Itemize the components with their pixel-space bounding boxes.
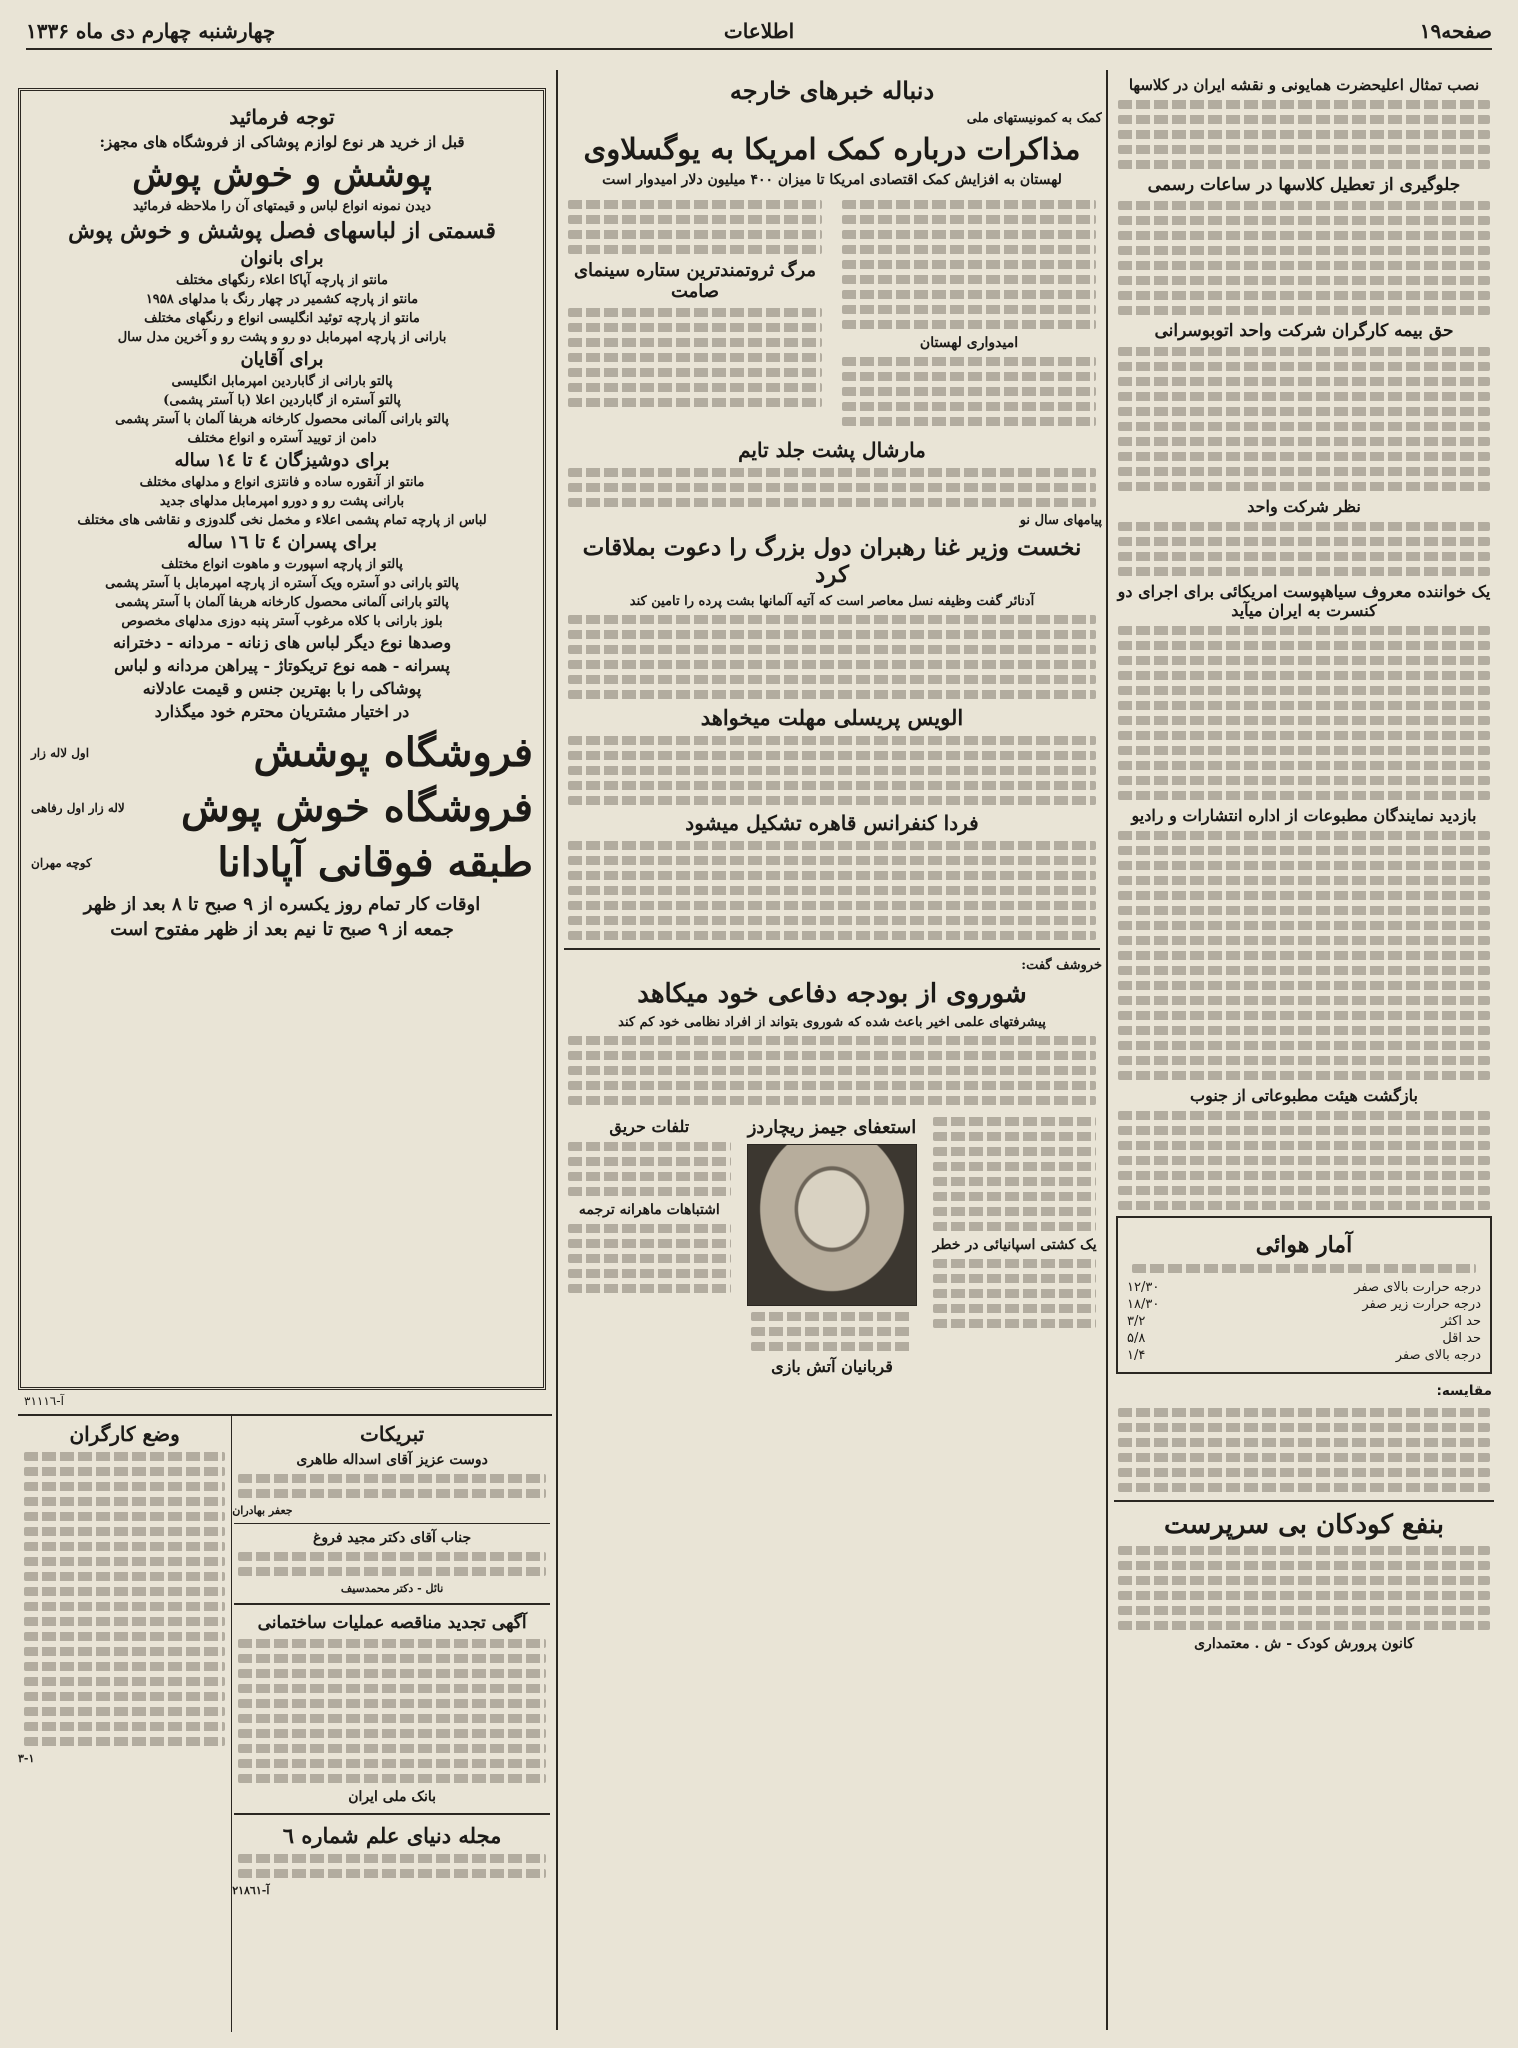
ad-item: پوشاکی را با بهترین جنس و قیمت عادلانه [142,679,422,698]
ad-item: در اختیار مشتریان محترم خود میگذارد [154,702,410,721]
ad-store-address: کوچه مهران [31,855,92,870]
ad-store-name: فروشگاه خوش پوش [181,784,533,831]
ad-item: پالتو بارانی آلمانی محصول کارخانه هربفا آلمان با آستر پشمی [115,412,449,427]
ad-category-girls: برای دوشیزگان ٤ تا ١٤ ساله [174,450,390,471]
headline: وضع کارگران [69,1422,180,1446]
article-body [1116,626,1492,800]
ad-item: پالتو بارانی از گاباردین امپرمابل انگلیسی [171,374,393,389]
article-body [566,841,1098,940]
headline: فردا کنفرانس قاهره تشکیل میشود [685,811,979,835]
article-body [566,736,1098,805]
weather-table [1126,1279,1482,1364]
ad-store-name: فروشگاه پوشش [253,729,533,776]
ad-category-ladies: برای بانوان [240,248,324,269]
ad-attention: توجه فرمائید [229,105,335,129]
section-kicker: دنباله خبرهای خارجه [729,76,935,105]
ad-item: مانتو از پارچه توئید انگلیسی انواع و رنگهای مختلف [144,311,420,326]
headline: امیدواری لهستان [919,335,1019,351]
issue-date: چهارشنبه چهارم دی ماه ۱۳۳۶ [26,19,276,43]
article-body [566,1224,733,1293]
subheadline: آدنائر گفت وظیفه نسل معاصر است که آتیه آلمانها بشت پرده را تامین کند [629,594,1035,609]
table-row: حد اکثر ۳/۲ [1127,1314,1481,1329]
article-body [931,1117,1098,1231]
ad-item: پسرانه - همه نوع تریکوتاژ - پیراهن مردانه و لباس [114,656,450,675]
article-body [566,1142,733,1196]
headline: تبریکات [360,1422,425,1446]
ad-item: پالتو آستره از گاباردین اعلا (با آستر پشمی) [163,393,401,408]
subheadline: پیشرفتهای علمی اخیر باعث شده که شوروی بتواند از افراد نظامی خود کم کند [618,1015,1046,1030]
ad-item: مانتو از پارچه کشمیر در چهار رنگ با مدلهای ۱۹۵۸ [145,292,419,307]
headline: شوروی از بودجه دفاعی خود میکاهد [637,979,1027,1009]
ad-category-men: برای آقایان [240,349,324,370]
article-body [1116,201,1492,315]
comparison-label: مقایسه: [1436,1383,1492,1399]
ad-item: لباس از پارچه تمام پشمی اعلاء و مخمل نخی گلدوزی و نقاشی های مختلف [77,513,487,528]
ad-item: وصدها نوع دیگر لباس های زنانه - مردانه - دخترانه [112,633,452,652]
headline: مجله دنیای علم شماره ٦ [282,1823,502,1848]
weather-title: آمار هوائی [1255,1232,1353,1258]
column-rule [1106,70,1108,2030]
article-body [22,1452,227,1746]
table-row: درجه حرارت بالای صفر ۱۲/۳۰ [1127,1280,1481,1295]
headline: بازگشت هیئت مطبوعاتی از جنوب [1190,1086,1418,1105]
article-body [566,1036,1098,1105]
ad-item: بلوز بارانی با کلاه مرغوب آستر پنبه دوزی مدلهای مخصوص [121,614,443,629]
ad-code: آ-۲۱۸٦۱ [232,1884,270,1897]
ad-category-boys: برای پسران ٤ تا ١٦ ساله [187,532,377,553]
signature: جعفر بهادران [232,1504,293,1517]
ad-hours: جمعه از ۹ صبح تا نیم بعد از ظهر مفتوح است [110,919,454,940]
headline: نظر شرکت واحد [1247,497,1361,516]
headline: جلوگیری از تعطیل کلاسها در ساعات رسمی [1147,175,1461,195]
ad-brand: پوشش و خوش پوش [132,155,432,195]
ad-item: پالتو بارانی دو آستره ویک آستره از پارچه امپرمابل با آستر پشمی [105,576,459,591]
article-body [1116,1546,1492,1630]
ad-code: ۳-۱ [18,1752,35,1765]
main-subheadline: لهستان به افزایش کمک اقتصادی امریکا تا میزان ۴۰۰ میلیون دلار امیدوار است [602,172,1062,188]
headline: یک کشتی اسپانیائی در خطر [932,1237,1097,1253]
clothing-advertisement [18,88,546,1390]
main-headline: مذاکرات درباره کمک امریکا به یوگسلاوی [583,132,1081,166]
ad-item: بارانی از پارچه امپرمابل دو رو و پشت رو و آخرین مدل سال [117,330,447,345]
headline: جناب آقای دکتر مجید فروغ [313,1530,472,1546]
ad-store-name: طبقه فوقانی آپادانا [217,839,533,886]
article-body [840,200,1098,329]
middle-column [562,70,1102,2030]
ad-store-address: اول لاله زار [31,745,90,760]
headline: الویس پریسلی مهلت میخواهد [700,705,964,730]
portrait-photo [747,1144,917,1306]
article-body [931,1259,1098,1328]
right-column [1112,70,1496,2030]
ad-item: بارانی پشت رو و دورو امپرمابل مدلهای جدید [159,494,405,509]
headline: اشتباهات ماهرانه ترجمه [578,1202,720,1218]
ad-view: دیدن نمونه انواع لباس و قیمتهای آن را ملاحظه فرمائید [132,199,432,214]
table-row: درجه حرارت زیر صفر ۱۸/۳۰ [1127,1297,1481,1312]
article-body [566,615,1098,699]
page-header [26,14,1492,50]
headline: یک خواننده معروف سیاهپوست امریکائی برای اجرای دو کنسرت به ایران میآید [1117,582,1491,620]
headline: آگهی تجدید مناقصه عملیات ساختمانی [257,1613,527,1633]
article-body [1116,347,1492,491]
article-body [1116,1111,1492,1210]
sub-kicker: پیامهای سال نو [1019,513,1102,528]
article-body [566,468,1098,507]
headline: استعفای جیمز ریچاردز [747,1117,917,1138]
headline: مارشال پشت جلد تایم [738,438,926,462]
ad-store-address: لاله زار اول رفاهی [31,800,125,815]
headline: نصب تمثال اعلیحضرت همایونی و نقشه ایران در کلاسها [1128,76,1480,94]
column-rule [556,70,558,2030]
sub-kicker: خروشف گفت: [1021,958,1102,973]
headline: حق بیمه کارگران شرکت واحد اتوبوسرانی [1154,321,1454,341]
article-body [566,308,824,407]
signature: کانون پرورش کودک - ش . معتمداری [1194,1636,1414,1652]
newspaper-name: اطلاعات [723,19,795,43]
ad-item: پالتو از پارچه اسپورت و ماهوت انواع مختلف [161,557,403,572]
ad-item: دامن از تویید آستره و انواع مختلف [187,431,377,446]
headline: دوست عزیز آقای اسداله طاهری [296,1452,488,1468]
ad-code: آ-۳۱۱۱٦ [24,1394,64,1408]
ad-section: قسمتی از لباسهای فصل پوشش و خوش پوش [68,218,496,244]
article-body [1116,831,1492,1080]
headline: نخست وزیر غنا رهبران دول بزرگ را دعوت بملاقات کرد [582,534,1082,588]
sub-kicker: کمک به کمونیستهای ملی [966,111,1102,126]
weather-box [1116,1216,1492,1374]
table-row: درجه بالای صفر ۱/۴ [1127,1348,1481,1363]
article-body [1116,100,1492,169]
headline: بنفع کودکان بی سرپرست [1164,1510,1444,1540]
table-row: حد اقل ۵/۸ [1127,1331,1481,1346]
ad-intro: قبل از خرید هر نوع لوازم پوشاکی از فروشگاه های مجهز: [99,133,465,151]
article-body [840,357,1098,426]
article-body [1116,522,1492,576]
article-body [749,1312,916,1351]
headline: قربانیان آتش بازی [771,1357,893,1376]
ad-item: مانتو از پارچه آپاکا اعلاء رنگهای مختلف [176,273,388,288]
left-lower [18,1414,552,2032]
headline: مرگ ثروتمندترین ستاره سینمای صامت [573,260,817,302]
ad-item: پالتو بارانی آلمانی محصول کارخانه هربفا آلمان با آستر پشمی [115,595,449,610]
signature: بانک ملی ایران [348,1789,437,1805]
ad-hours: اوقات کار تمام روز یکسره از ۹ صبح تا ۸ بعد از ظهر [83,894,481,915]
signature: نائل - دکتر محمدسیف [340,1582,444,1595]
article-body [566,200,824,254]
headline: بازدید نمایندگان مطبوعات از اداره انتشارات و رادیو [1131,806,1477,825]
headline: تلفات حریق [609,1117,690,1136]
ad-item: مانتو از آنقوره ساده و فانتزی انواع و مدلهای مختلف [139,475,425,490]
page-number: صفحه۱۹ [1419,19,1492,43]
